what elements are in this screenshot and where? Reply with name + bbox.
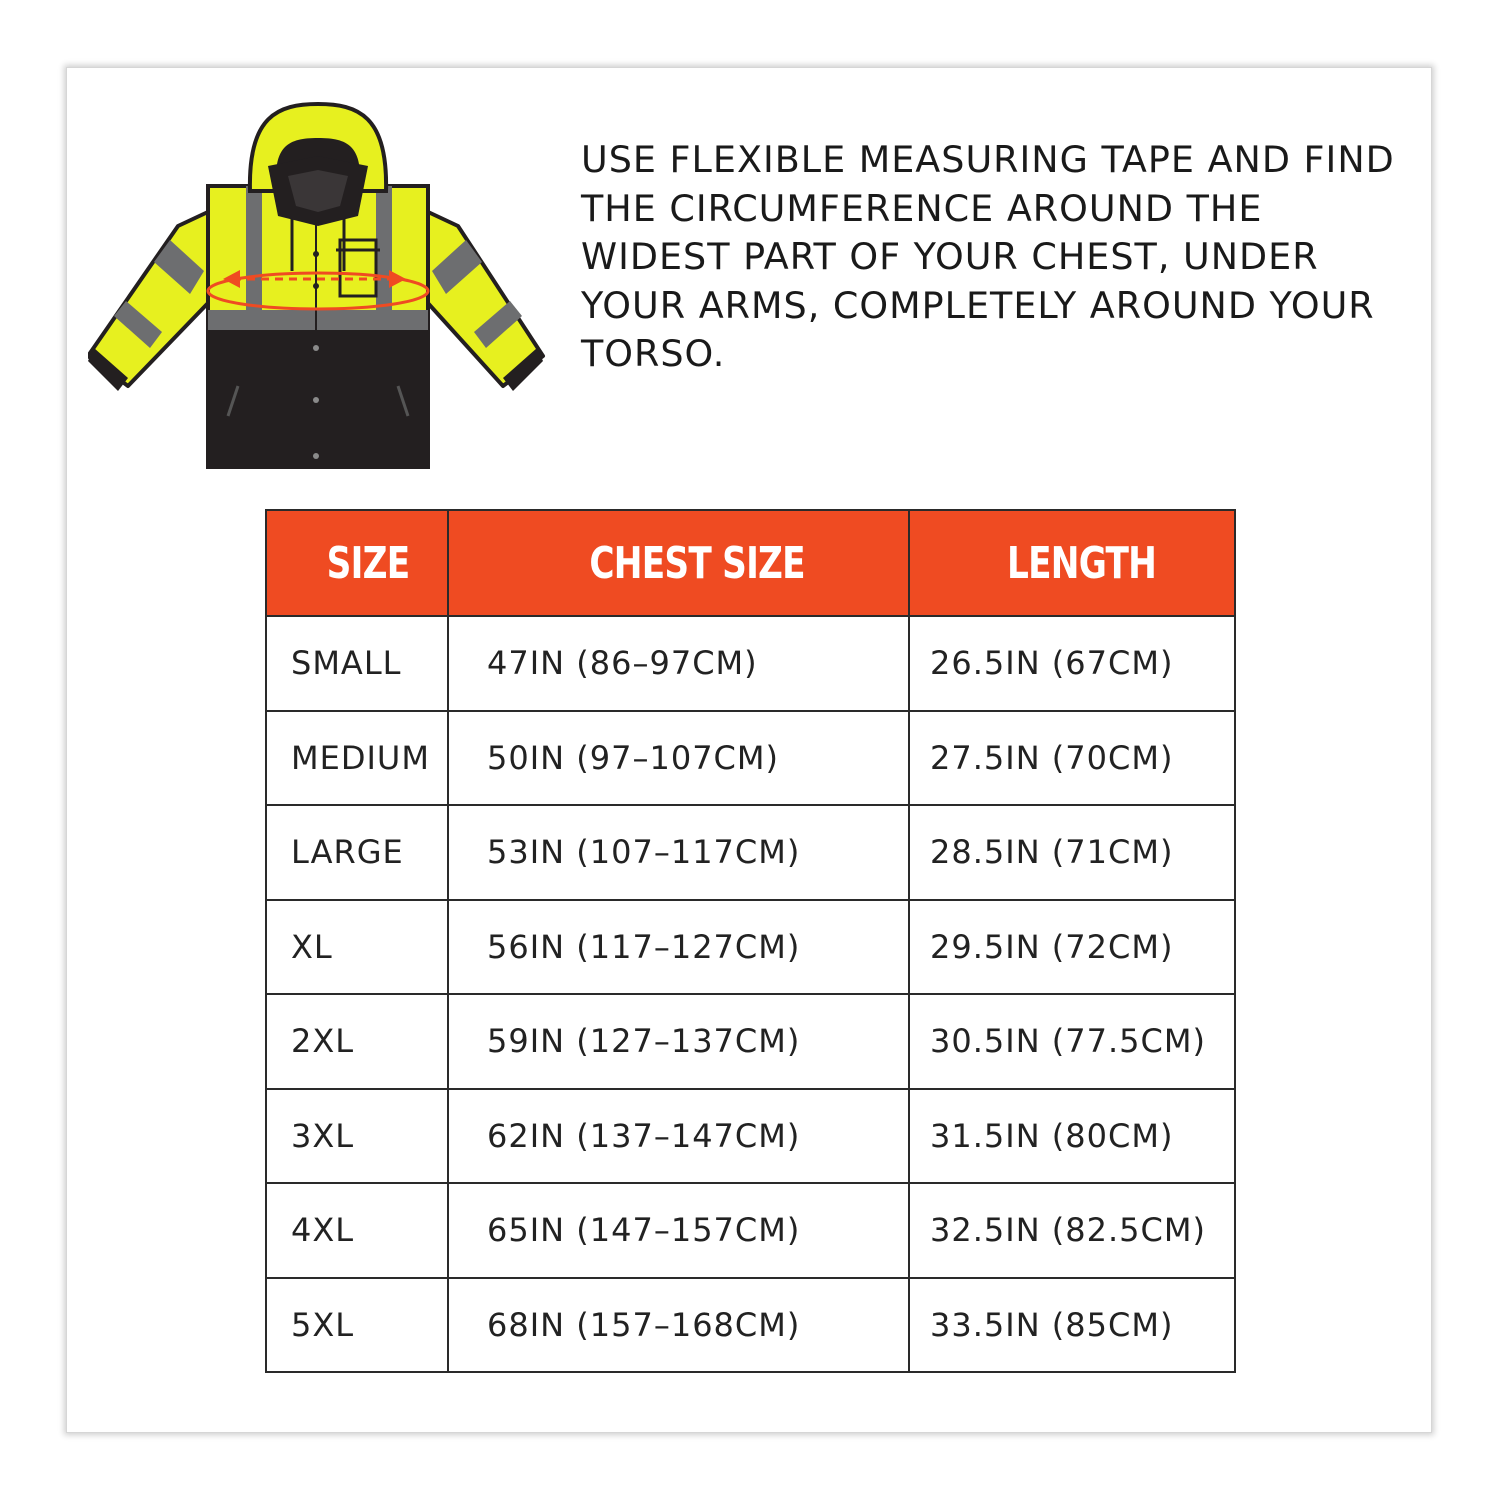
- size-cell: SMALL: [266, 616, 448, 711]
- length-cell: 27.5IN (70CM): [909, 711, 1235, 806]
- chest-cell: 59IN (127–137CM): [448, 994, 909, 1089]
- table-row: [266, 1278, 1235, 1373]
- chest-cell: 65IN (147–157CM): [448, 1183, 909, 1278]
- table-row: [266, 616, 1235, 711]
- table-row: [266, 805, 1235, 900]
- size-cell: MEDIUM: [266, 711, 448, 806]
- table-header-row: [266, 510, 1235, 616]
- header-chest-size: CHEST SIZE: [448, 510, 909, 616]
- size-cell: 3XL: [266, 1089, 448, 1184]
- table-row: [266, 1089, 1235, 1184]
- size-chart-table: [265, 509, 1236, 1373]
- chest-cell: 53IN (107–117CM): [448, 805, 909, 900]
- size-cell: LARGE: [266, 805, 448, 900]
- size-cell: 5XL: [266, 1278, 448, 1373]
- measuring-instructions: USE FLEXIBLE MEASURING TAPE AND FIND THE CIRCUMFERENCE AROUND THE WIDEST PART OF YOUR CHEST, UNDER YOUR ARMS, COMPLETELY AROUND YOUR TORSO.: [581, 138, 1395, 375]
- table-row: [266, 711, 1235, 806]
- size-cell: 2XL: [266, 994, 448, 1089]
- size-cell: 4XL: [266, 1183, 448, 1278]
- size-cell: XL: [266, 900, 448, 995]
- length-cell: 30.5IN (77.5CM): [909, 994, 1235, 1089]
- hi-vis-jacket-icon: [88, 86, 548, 472]
- table-row: [266, 994, 1235, 1089]
- chest-cell: 47IN (86–97CM): [448, 616, 909, 711]
- length-cell: 31.5IN (80CM): [909, 1089, 1235, 1184]
- length-cell: 33.5IN (85CM): [909, 1278, 1235, 1373]
- chest-cell: 62IN (137–147CM): [448, 1089, 909, 1184]
- chest-cell: 68IN (157–168CM): [448, 1278, 909, 1373]
- length-cell: 32.5IN (82.5CM): [909, 1183, 1235, 1278]
- length-cell: 28.5IN (71CM): [909, 805, 1235, 900]
- header-length: LENGTH: [909, 510, 1235, 616]
- length-cell: 29.5IN (72CM): [909, 900, 1235, 995]
- header-size: SIZE: [266, 510, 448, 616]
- table-row: [266, 1183, 1235, 1278]
- table-row: [266, 900, 1235, 995]
- chest-cell: 56IN (117–127CM): [448, 900, 909, 995]
- chest-cell: 50IN (97–107CM): [448, 711, 909, 806]
- length-cell: 26.5IN (67CM): [909, 616, 1235, 711]
